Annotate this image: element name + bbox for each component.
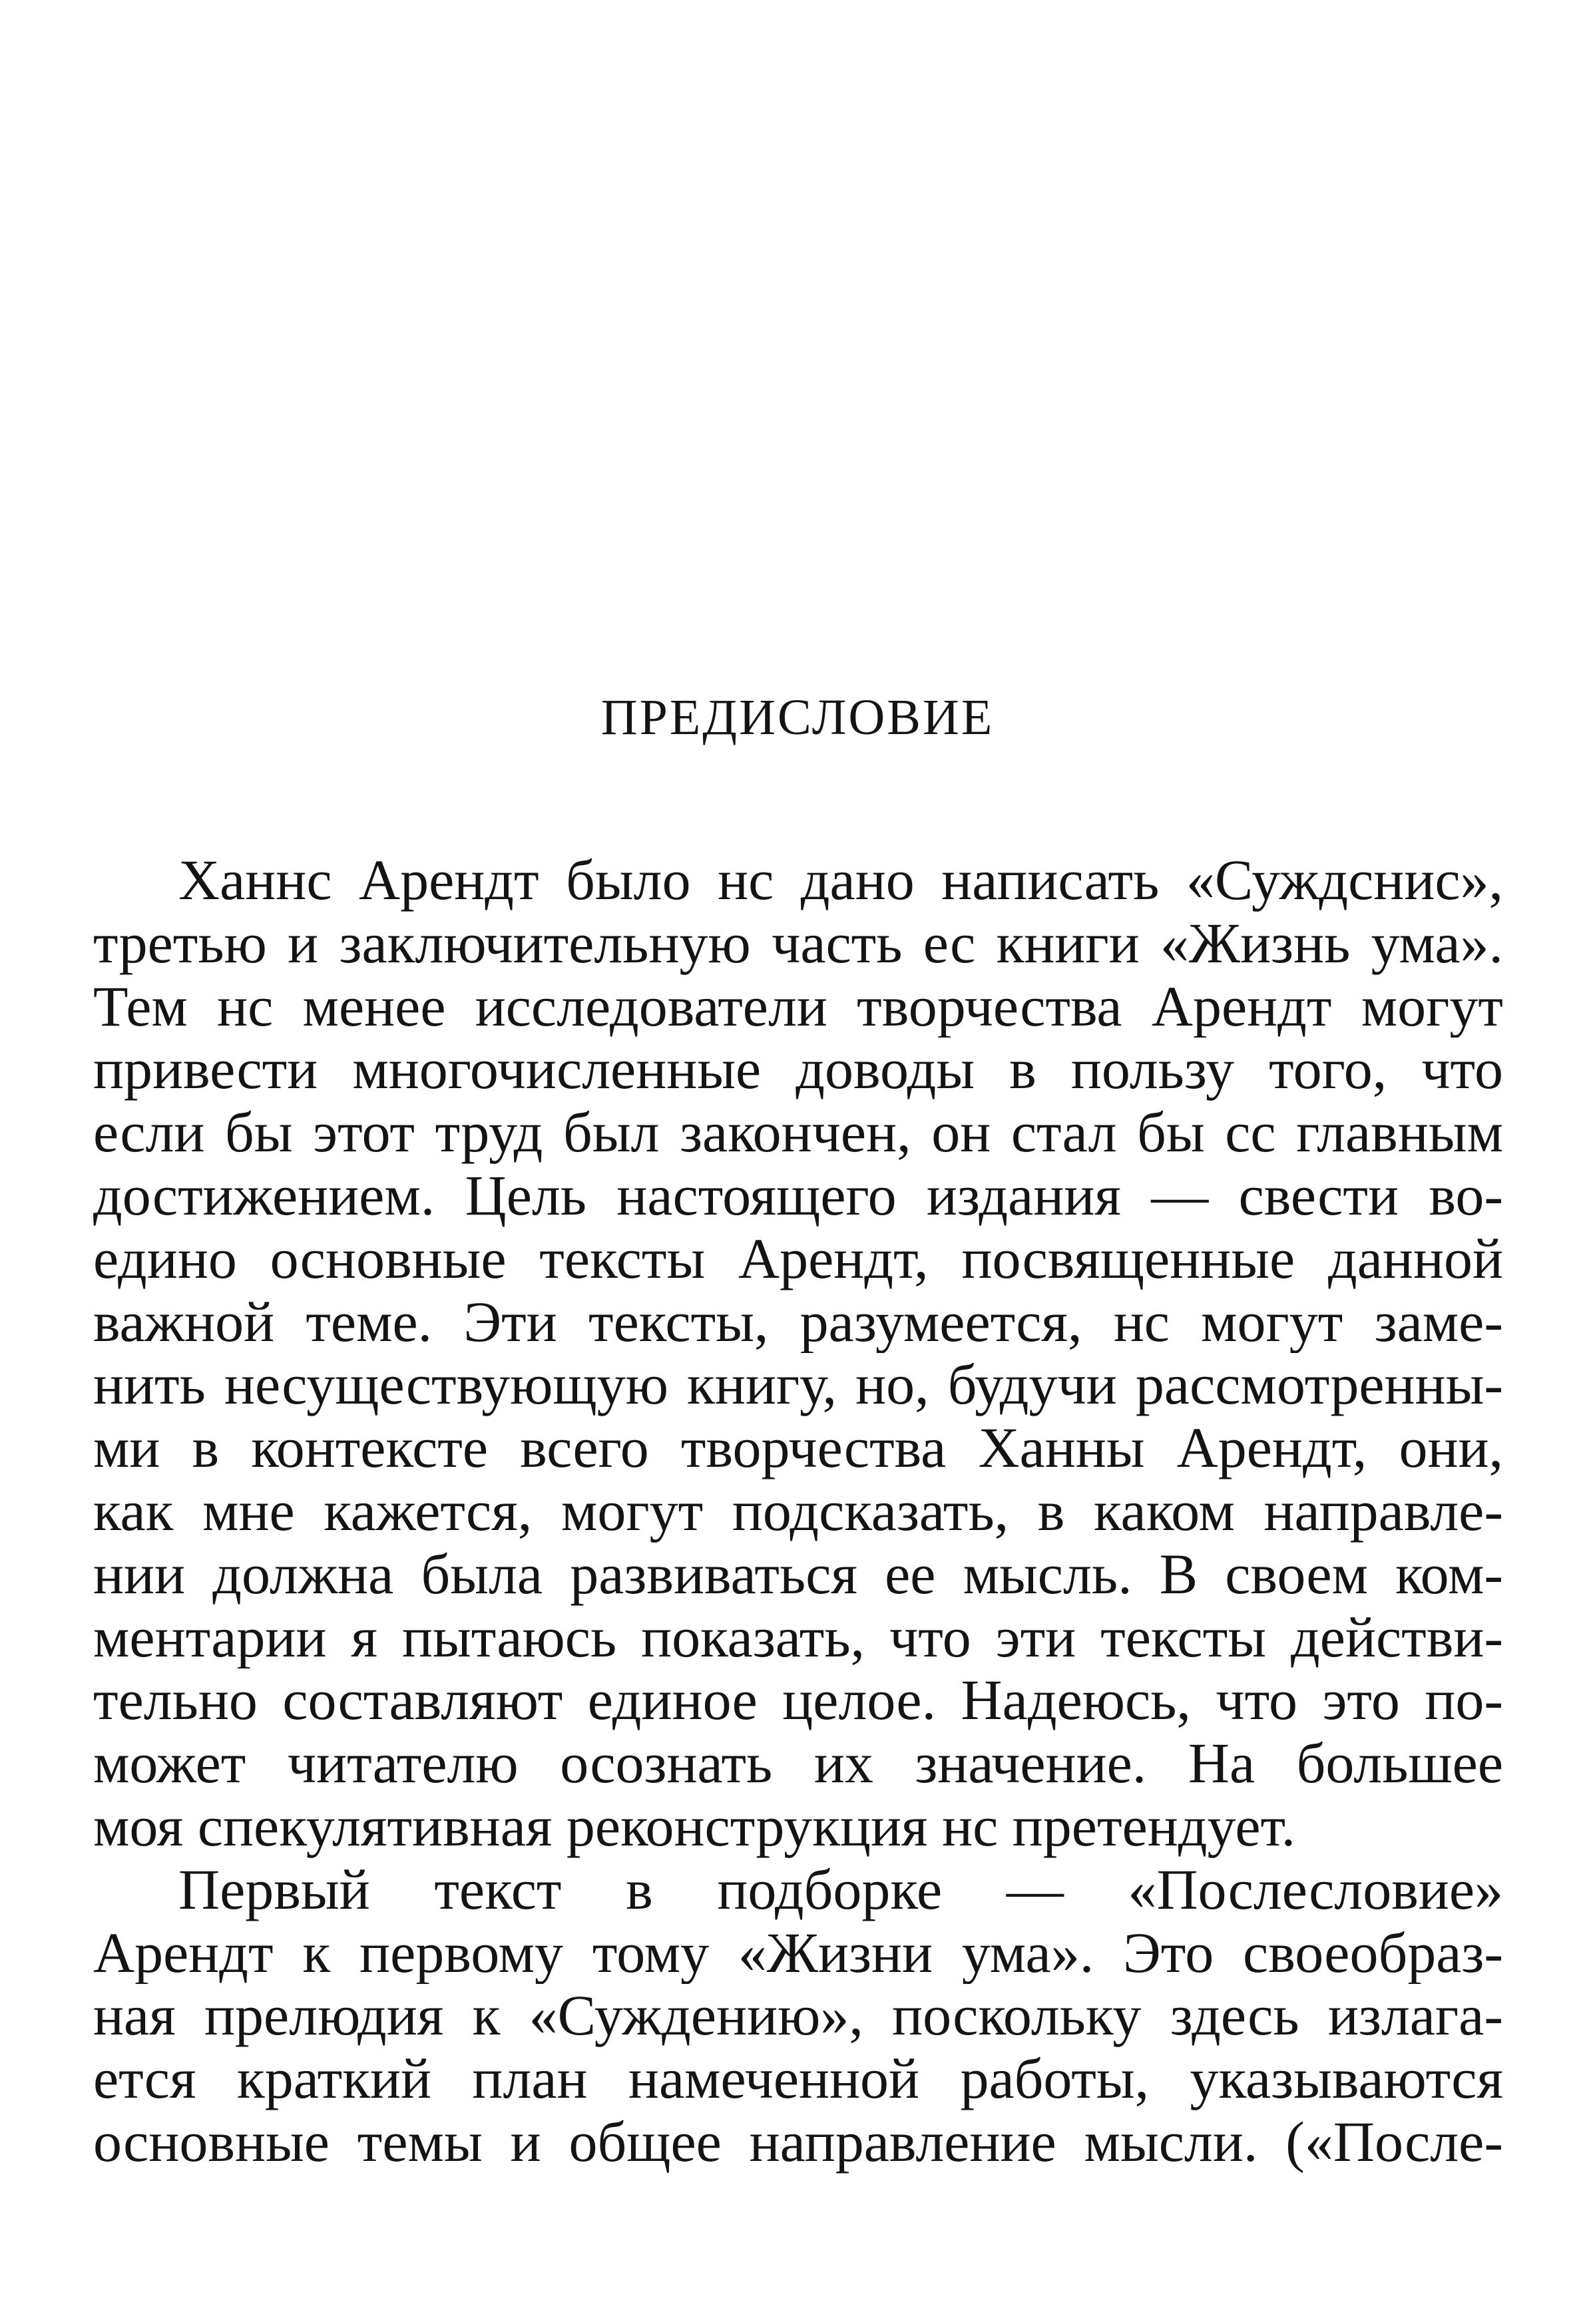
paragraph [93,1858,1503,2174]
text-line: Ханнс Арендт было нс дано написать «Суждснис», [178,849,1503,912]
text-line: Первый текст в подборке — «Послесловие» [178,1857,1503,1921]
text-line: нии должна была развиваться ее мысль. В своем ком- [93,1542,1503,1606]
text-line: привести многочисленные доводы в пользу того, что [93,1038,1503,1101]
text-line: едино основные тексты Арендт, посвященные данной [93,1227,1503,1290]
text-line: моя спекулятивная реконструкция нс претендует. [93,1794,1296,1858]
text-line: достижением. Цель настоящего издания — свести во- [93,1163,1503,1227]
text-line: Тем нс менее исследователи творчества Арендт могут [93,974,1503,1038]
text-line: основные темы и общее направление мысли. («После- [93,2110,1503,2174]
text-line: ментарии я пытаюсь показать, что эти тексты действи- [93,1605,1503,1669]
text-line: третью и заключительную часть ес книги «Жизнь ума». [93,911,1503,975]
chapter-heading: ПРЕДИСЛОВИЕ [600,689,995,745]
text-line: важной теме. Эти тексты, разумеется, нс могут заме- [93,1290,1503,1354]
body-text [93,849,1503,2174]
text-line: ми в контексте всего творчества Ханны Арендт, они, [93,1416,1503,1479]
text-line: Арендт к первому тому «Жизни ума». Это своеобраз- [93,1921,1503,1985]
text-line: ется краткий план намеченной работы, указываются [93,2047,1503,2110]
text-line: ная прелюдия к «Суждению», поскольку здесь излага- [93,1984,1503,2048]
text-line: тельно составляют единое целое. Надеюсь, что это по- [93,1668,1503,1732]
text-line: нить несуществующую книгу, но, будучи рассмотренны- [93,1353,1503,1417]
text-line: может читателю осознать их значение. На большее [93,1732,1503,1795]
paragraph [93,849,1503,1858]
text-line: если бы этот труд был закончен, он стал бы сс главным [93,1101,1503,1164]
text-line: как мне кажется, могут подсказать, в каком направле- [93,1479,1503,1543]
